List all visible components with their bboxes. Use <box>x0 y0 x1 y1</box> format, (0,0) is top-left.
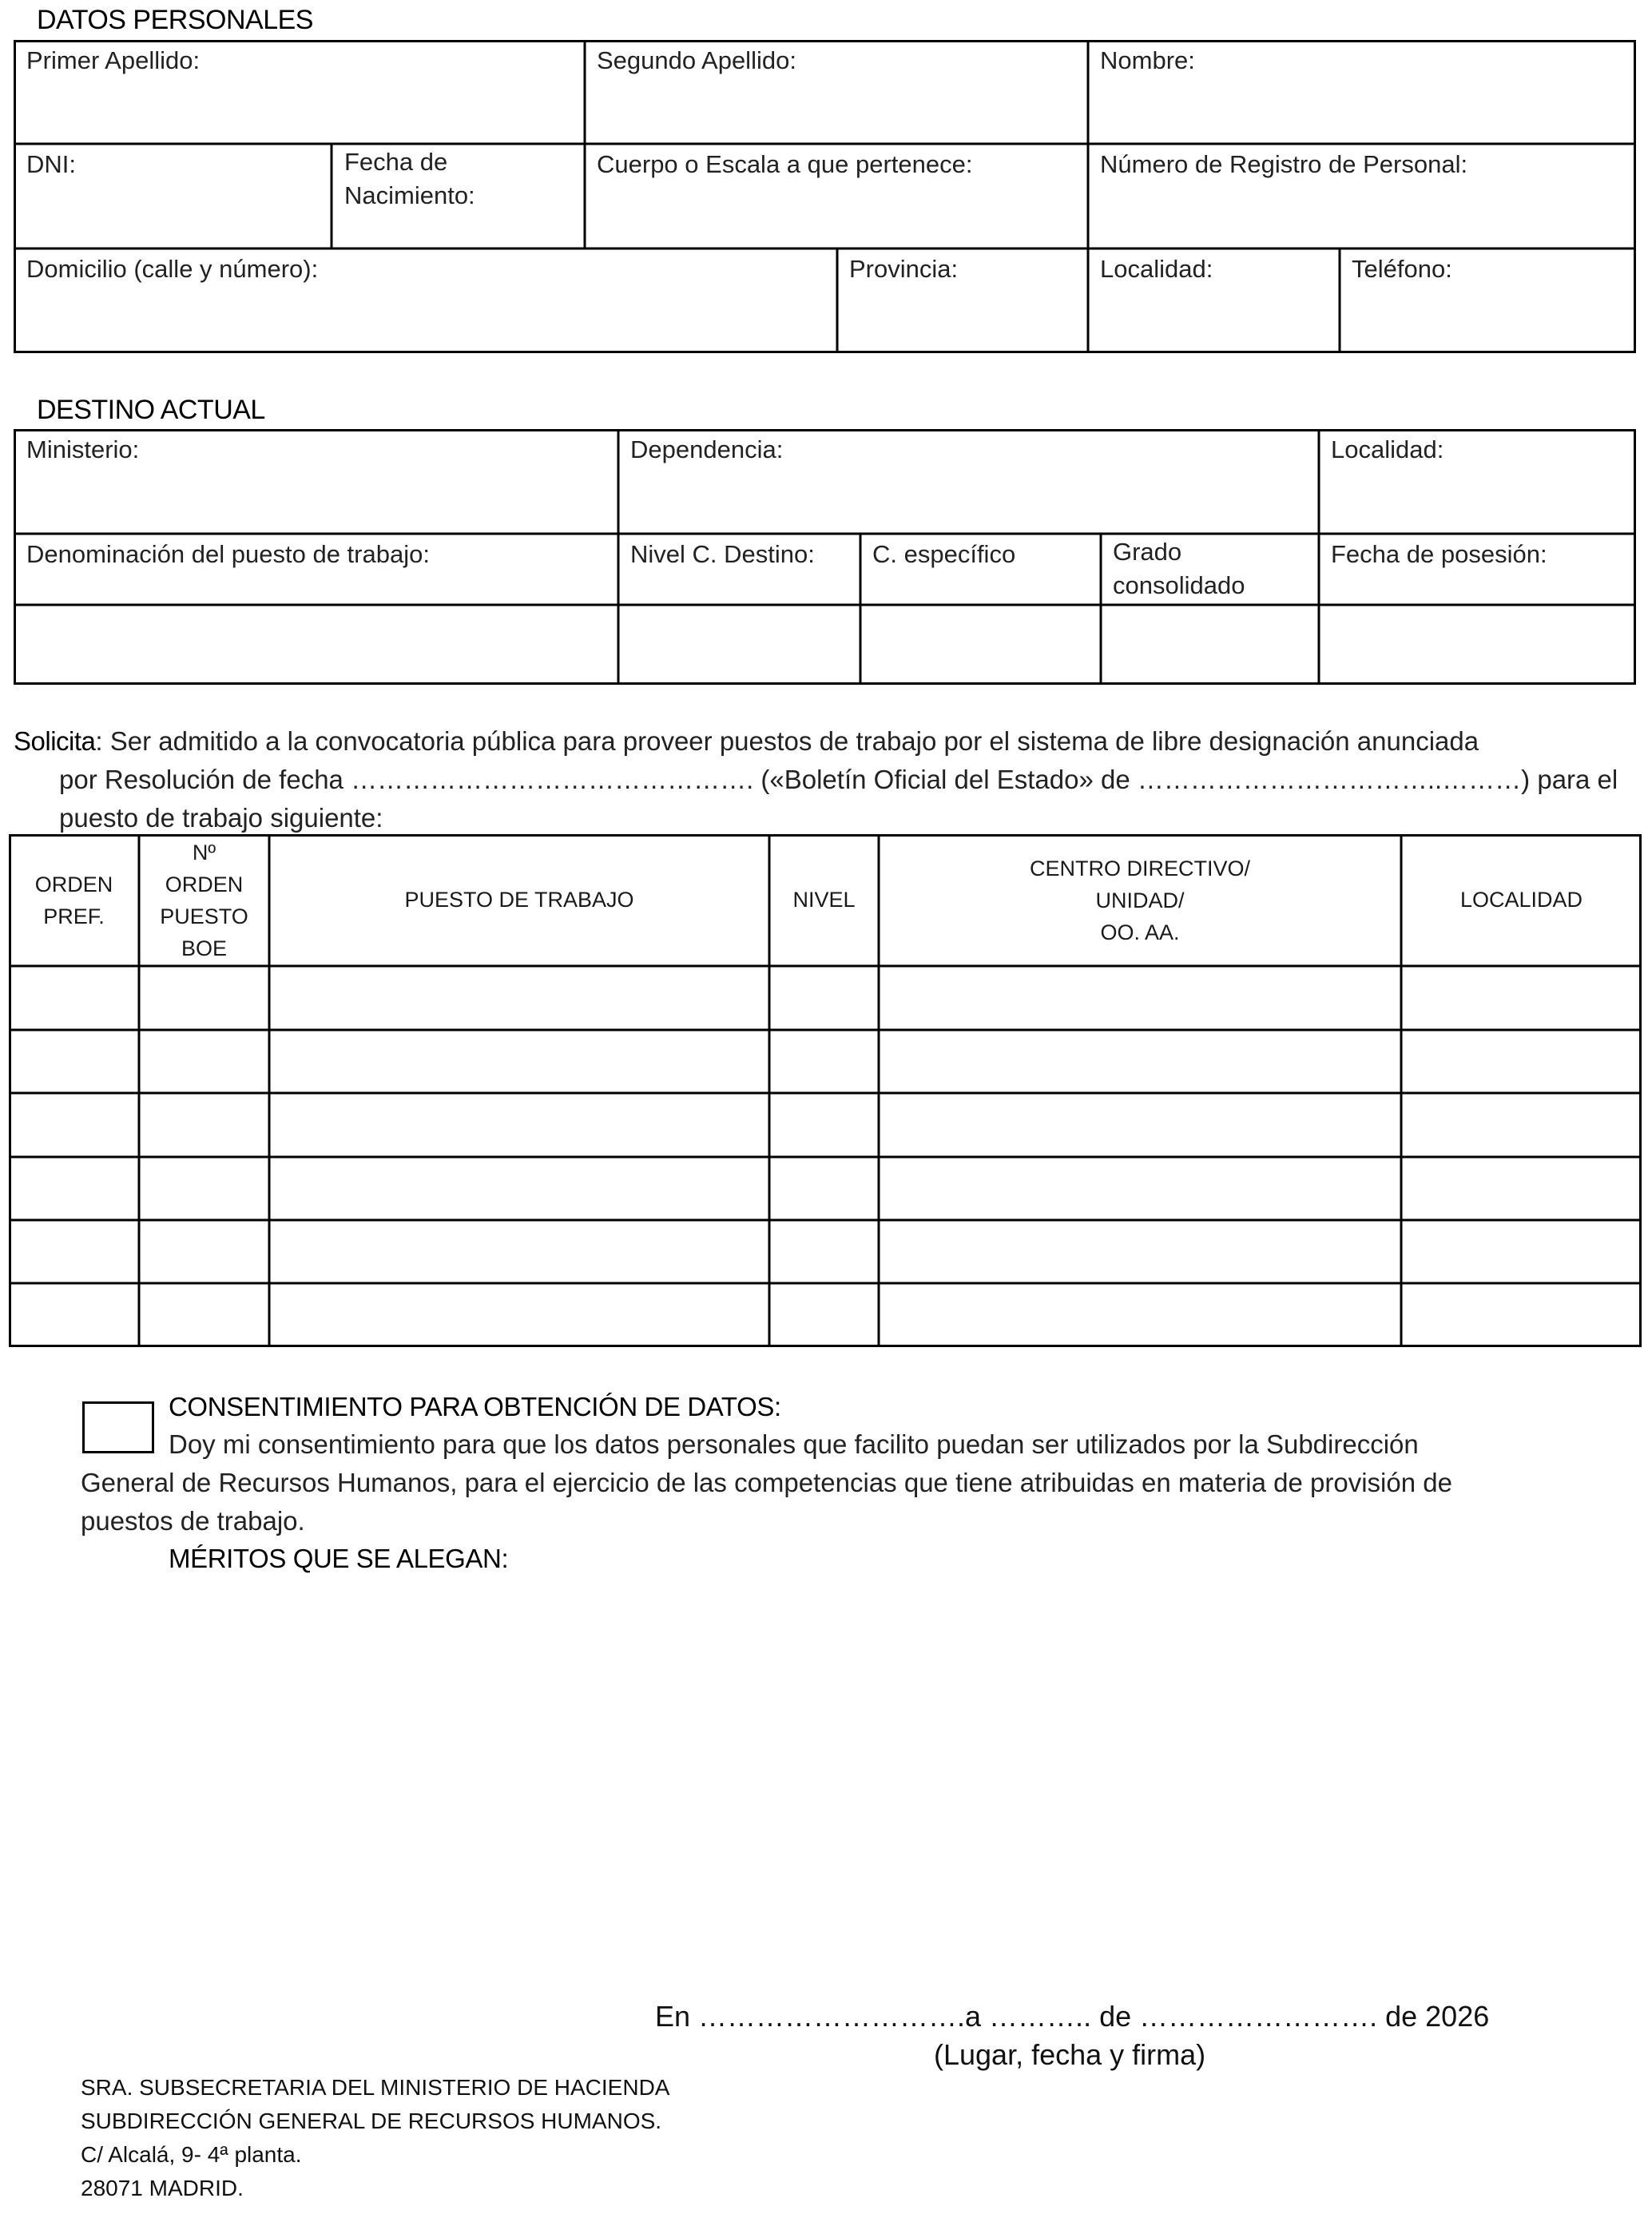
cuerpo-label: Cuerpo o Escala a que pertenece: <box>597 150 973 178</box>
puestos-table <box>9 834 1642 1347</box>
consentimiento-title: CONSENTIMIENTO PARA OBTENCIÓN DE DATOS: <box>169 1392 781 1421</box>
header-num-line1: Nº <box>192 840 216 865</box>
solicita-paragraph <box>14 722 1618 837</box>
primer-apellido-label: Primer Apellido: <box>26 46 201 74</box>
fecha-nacimiento-line2: Nacimiento: <box>344 181 475 209</box>
solicita-line3: puesto de trabajo siguiente: <box>59 803 383 833</box>
header-centro-line2: UNIDAD/ <box>1095 888 1185 912</box>
destinatario-block <box>81 2071 669 2205</box>
grado-consolidado-label <box>1113 535 1245 602</box>
dependencia-label: Dependencia: <box>630 435 784 463</box>
consentimiento-line3: puestos de trabajo. <box>81 1506 305 1536</box>
fecha-nacimiento-label <box>344 145 475 213</box>
section-title-destino-actual: DESTINO ACTUAL <box>37 395 265 425</box>
ministerio-label: Ministerio: <box>26 435 140 463</box>
solicita-line1: : Ser admitido a la convocatoria pública para proveer puestos de trabajo por el sistema de libre designación anunciada <box>95 726 1479 756</box>
destino-actual-grid <box>14 429 1636 685</box>
destinatario-line2: SUBDIRECCIÓN GENERAL DE RECURSOS HUMANOS. <box>81 2109 662 2133</box>
telefono-label: Teléfono: <box>1352 255 1452 283</box>
destinatario-line3: C/ Alcalá, 9- 4ª planta. <box>81 2142 302 2167</box>
header-centro-line3: OO. AA. <box>1100 920 1180 944</box>
header-orden-line2: PREF. <box>43 904 105 928</box>
provincia-label: Provincia: <box>849 255 959 283</box>
fecha-nacimiento-line1: Fecha de <box>344 148 448 176</box>
destino-localidad-label: Localidad: <box>1331 435 1444 463</box>
firma-line: En ……………………….a ……….. de ……………………. de 2026 <box>655 2000 1490 2033</box>
meritos-title: MÉRITOS QUE SE ALEGAN: <box>169 1544 509 1573</box>
header-orden-pref <box>9 834 139 966</box>
header-centro-line1: CENTRO DIRECTIVO/ <box>1029 856 1250 880</box>
header-num-orden-boe <box>139 834 269 966</box>
header-orden-line1: ORDEN <box>34 872 113 896</box>
nombre-label: Nombre: <box>1100 46 1195 74</box>
solicita-label: Solicita <box>14 726 96 756</box>
header-localidad: LOCALIDAD <box>1459 888 1583 912</box>
dni-label: DNI: <box>26 150 76 178</box>
especifico-label: C. específico <box>872 540 1016 568</box>
grado-line1: Grado <box>1113 538 1182 566</box>
datos-personales-grid <box>14 40 1636 353</box>
solicita-line2: por Resolución de fecha ………………………………………. («Boletín Oficial del Estado» de ……………………………..………) para el <box>59 765 1618 794</box>
nrp-label: Número de Registro de Personal: <box>1100 150 1468 178</box>
segundo-apellido-label: Segundo Apellido: <box>597 46 796 74</box>
datos-personales-lines <box>14 40 1636 353</box>
domicilio-label: Domicilio (calle y número): <box>26 255 319 283</box>
firma-caption: (Lugar, fecha y firma) <box>934 2038 1206 2071</box>
consentimiento-line1: Doy mi consentimiento para que los datos personales que facilito puedan ser utilizados por la Subdirección <box>169 1429 1419 1459</box>
header-num-line3: PUESTO <box>160 904 248 928</box>
consentimiento-checkbox[interactable] <box>82 1401 154 1453</box>
header-nivel: NIVEL <box>792 888 856 912</box>
header-centro-directivo <box>879 834 1401 966</box>
fecha-posesion-label: Fecha de posesión: <box>1331 540 1547 568</box>
nivel-destino-label: Nivel C. Destino: <box>630 540 815 568</box>
destinatario-line4: 28071 MADRID. <box>81 2176 244 2200</box>
localidad-label: Localidad: <box>1100 255 1213 283</box>
header-puesto-trabajo: PUESTO DE TRABAJO <box>404 888 634 912</box>
consentimiento-line2: General de Recursos Humanos, para el ejercicio de las competencias que tiene atribuidas en materia de provisión de <box>81 1468 1452 1497</box>
grado-line2: consolidado <box>1113 571 1245 599</box>
section-title-datos-personales: DATOS PERSONALES <box>37 5 313 35</box>
header-num-line2: ORDEN <box>165 872 244 896</box>
denominacion-label: Denominación del puesto de trabajo: <box>26 540 430 568</box>
header-num-line4: BOE <box>181 936 228 960</box>
destinatario-line1: SRA. SUBSECRETARIA DEL MINISTERIO DE HACIENDA <box>81 2075 670 2100</box>
